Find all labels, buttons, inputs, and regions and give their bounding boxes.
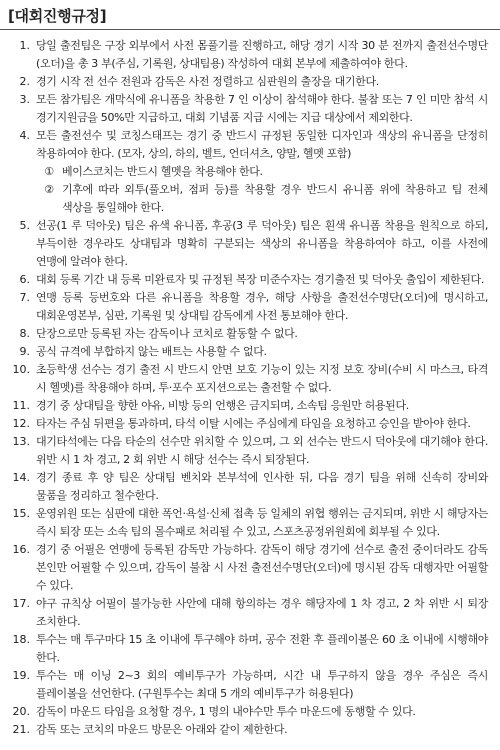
rule-number: 6. [19,273,30,286]
rule-body [36,271,488,289]
rule-text: 경기 시작 전 선수 전원과 감독은 사전 정렬하고 심판원의 출장을 대기한다. [36,75,379,88]
sub-rule-marker: ② [44,183,54,196]
rule-body [36,721,488,739]
rule-number: 16. [12,543,30,556]
rules-list [0,37,500,739]
rule-item [0,325,500,343]
rule-item [0,541,500,595]
rule-body [36,469,488,505]
rule-item [0,271,500,289]
rule-item [0,127,500,217]
rule-item [0,37,500,73]
rule-text: 초등학생 선수는 경기 출전 시 반드시 안면 보호 기능이 있는 지정 보호 장비(수비 시 마스크, 타격 시 헬멧)를 착용해야 하며, 투·포수 포지션으로는 출전할 수 없다. [36,363,488,394]
rule-number: 3. [19,93,30,106]
rule-body [36,127,488,217]
rule-text: 투수는 매 투구마다 15 초 이내에 투구해야 하며, 공수 전환 후 플레이볼은 60 초 이내에 시행해야 한다. [36,633,488,664]
sub-rule-item [36,181,488,217]
rule-body [36,325,488,343]
rule-item [0,415,500,433]
rule-text: 공식 규격에 부합하지 않는 배트는 사용할 수 없다. [36,345,267,358]
rule-item [0,703,500,721]
rule-item [0,397,500,415]
rule-body [36,505,488,541]
sub-rule-item [36,163,488,181]
rule-number: 10. [12,363,30,376]
rule-item [0,469,500,505]
rule-item [0,343,500,361]
rule-text: 연맹 등록 등번호와 다른 유니폼을 착용할 경우, 해당 사항을 출전선수명단(오더)에 명시하고, 대회운영본부, 심판, 기록원 및 상대팀 감독에게 사전 통보해야 한다. [36,291,488,322]
sub-rule-marker: ① [44,165,54,178]
rule-number: 20. [12,705,30,718]
rule-text: 야구 규칙상 어필이 불가능한 사안에 대해 항의하는 경우 해당자에 1 차 경고, 2 차 위반 시 퇴장 조치한다. [36,597,488,628]
sub-rule-text: 베이스코치는 반드시 헬멧을 착용해야 한다. [62,165,263,178]
rule-body [36,703,488,721]
rule-text: 경기 중 어필은 연맹에 등록된 감독만 가능하다. 감독이 해당 경기에 선수로 출전 중이더라도 감독 본인만 어필할 수 있으며, 감독이 불참 시 사전 출전선수명단(오더)에 명시된 감독 대행자만 어필할 수 있다. [36,543,488,592]
rule-number: 9. [19,345,30,358]
rule-number: 11. [12,399,30,412]
rule-text: 모든 출전선수 및 코칭스태프는 경기 중 반드시 규정된 동일한 디자인과 색상의 유니폼을 단정히 착용하여야 한다. (모자, 상의, 하의, 벨트, 언더셔츠, 양말, 헬멧 포함) [36,129,488,160]
rule-body [36,91,488,127]
rule-number: 15. [12,507,30,520]
rule-item [0,433,500,469]
rule-item [0,631,500,667]
rule-text: 대기타석에는 다음 타순의 선수만 위치할 수 있으며, 그 외 선수는 반드시 덕아웃에 대기해야 한다. 위반 시 1 차 경고, 2 회 위반 시 해당 선수는 즉시 퇴장된다. [36,435,488,466]
rule-item [0,217,500,271]
rule-number: 14. [12,471,30,484]
rule-body [36,73,488,91]
rule-number: 21. [12,723,30,736]
rule-item [0,361,500,397]
rule-body [36,595,488,631]
rule-number: 4. [19,129,30,142]
rule-number: 1. [19,39,30,52]
rule-body [36,541,488,595]
rule-number: 2. [19,75,30,88]
rule-item [0,595,500,631]
rule-text: 선공(1 루 덕아웃) 팀은 유색 유니폼, 후공(3 루 덕아웃) 팀은 흰색 유니폼 착용을 원칙으로 하되, 부득이한 경우라도 상대팀과 명확히 구분되는 색상의 유니폼을 착용하여야 하고, 이를 사전에 연맹에 알려야 한다. [36,219,488,268]
rule-text: 대회 등록 기간 내 등록 미완료자 및 규정된 복장 미준수자는 경기출전 및 덕아웃 출입이 제한된다. [36,273,484,286]
rule-text: 감독 또는 코치의 마운드 방문은 아래와 같이 제한한다. [36,723,288,736]
rule-number: 12. [12,417,30,430]
rule-body [36,361,488,397]
rule-number: 7. [19,291,30,304]
rule-text: 모든 참가팀은 개막식에 유니폼을 착용한 7 인 이상이 참석해야 한다. 불참 또는 7 인 미만 참석 시 경기지원금을 50%만 지급하고, 대회 기념품 지급 시에는 지급 대상에서 제외한다. [36,93,488,124]
rule-number: 17. [12,597,30,610]
rule-item [0,505,500,541]
rule-body [36,415,488,433]
rule-item [0,721,500,739]
rule-body [36,217,488,271]
rule-number: 19. [12,669,30,682]
rule-number: 13. [12,435,30,448]
rule-body [36,397,488,415]
rule-body [36,631,488,667]
rule-item [0,91,500,127]
rule-body [36,343,488,361]
rule-number: 8. [19,327,30,340]
rule-item [0,667,500,703]
rule-text: 타자는 주심 뒤편을 통과하며, 타석 이탈 시에는 주심에게 타임을 요청하고 승인을 받아야 한다. [36,417,471,430]
sub-rule-text: 기후에 따라 외투(풀오버, 점퍼 등)를 착용할 경우 반드시 유니폼 위에 착용하고 팀 전체 색상을 통일해야 한다. [62,183,488,214]
rule-text: 감독이 마운드 타임을 요청할 경우, 1 명의 내야수만 투수 마운드에 동행할 수 있다. [36,705,416,718]
rule-body [36,289,488,325]
rule-text: 경기 중 상대팀을 향한 야유, 비방 등의 언행은 금지되며, 소속팀 응원만 허용된다. [36,399,409,412]
rule-text: 투수는 매 이닝 2~3 회의 예비투구가 가능하며, 시간 내 투구하지 않을 경우 주심은 즉시 플레이볼을 선언한다. (구원투수는 최대 5 개의 예비투구가 허용된다) [36,669,488,700]
rule-text: 단장으로만 등록된 자는 감독이나 코치로 활동할 수 없다. [36,327,298,340]
rule-body [36,37,488,73]
rule-body [36,433,488,469]
rule-text: 당일 출전팀은 구장 외부에서 사전 몸풀기를 진행하고, 해당 경기 시작 30 분 전까지 출전선수명단(오더)을 총 3 부(주심, 기록원, 상대팀용) 작성하여 대회 본부에 제출하여야 한다. [36,39,488,70]
rule-number: 18. [12,633,30,646]
rule-body [36,667,488,703]
rule-item [0,73,500,91]
title-underline [0,29,500,30]
page-title: [대회진행규정] [8,7,107,25]
rule-text: 운영위원 또는 심판에 대한 폭언·욕설·신체 접촉 등 일체의 위협 행위는 금지되며, 위반 시 해당자는 즉시 퇴장 또는 소속 팀의 몰수패로 처리될 수 있고, 스포츠공정위원회에 회부될 수 있다. [36,507,488,538]
rule-item [0,289,500,325]
rule-text: 경기 종료 후 양 팀은 상대팀 벤치와 본부석에 인사한 뒤, 다음 경기 팀을 위해 신속히 장비와 물품을 정리하고 철수한다. [36,471,488,502]
rule-number: 5. [19,219,30,232]
